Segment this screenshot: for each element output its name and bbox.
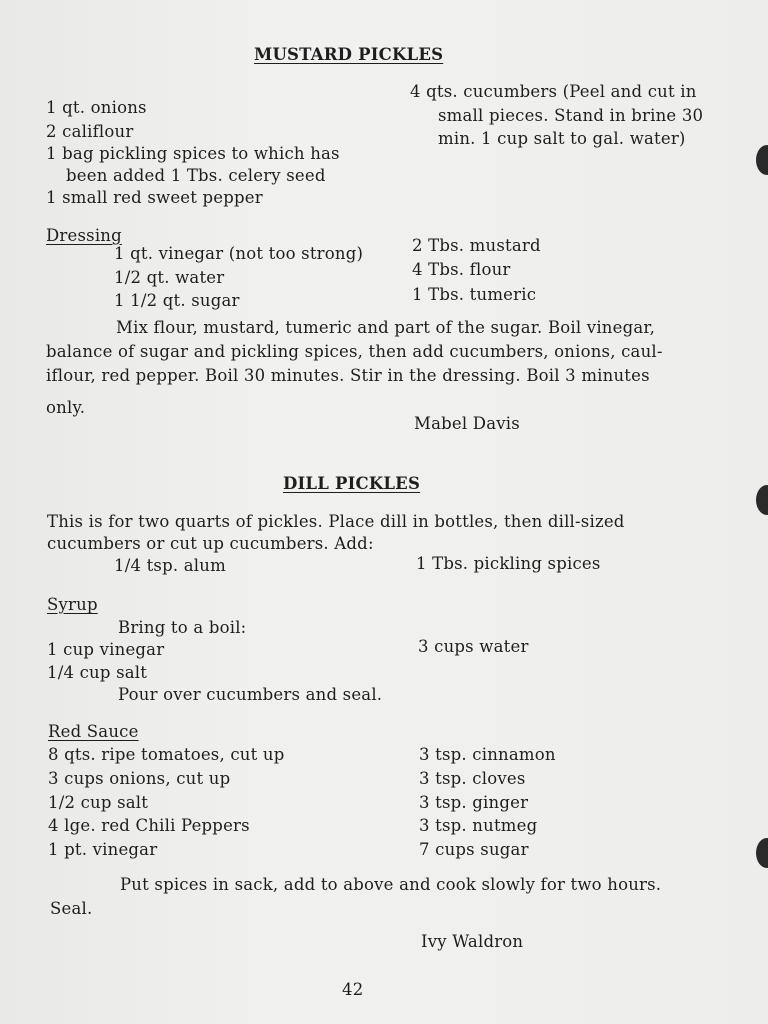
ingredient-line: 1 small red sweet pepper: [46, 188, 263, 207]
ingredient-line: 1/4 tsp. alum: [114, 556, 226, 575]
instruction-line: Seal.: [50, 899, 93, 918]
recipe-author: Ivy Waldron: [421, 932, 524, 951]
red-sauce-heading: Red Sauce: [48, 722, 139, 741]
ingredient-line: 1/2 cup salt: [48, 793, 149, 812]
dill-pickles-title: DILL PICKLES: [283, 474, 421, 493]
ingredient-line: min. 1 cup salt to gal. water): [438, 129, 686, 148]
binder-hole: [756, 838, 768, 868]
binder-hole: [756, 485, 768, 515]
instruction-line: Put spices in sack, add to above and cook slowly for two hours.: [120, 875, 662, 894]
ingredient-line: 4 lge. red Chili Peppers: [48, 816, 250, 835]
ingredient-line: 2 califlour: [46, 122, 134, 141]
ingredient-line: 1 Tbs. pickling spices: [416, 554, 601, 573]
binder-hole: [756, 145, 768, 175]
ingredient-line: 3 cups onions, cut up: [48, 769, 231, 788]
dressing-ingredient: 1 Tbs. tumeric: [412, 285, 537, 304]
intro-line: This is for two quarts of pickles. Place dill in bottles, then dill-sized: [47, 512, 625, 531]
dressing-ingredient: 1 1/2 qt. sugar: [114, 291, 240, 310]
dressing-ingredient: 1/2 qt. water: [114, 268, 225, 287]
ingredient-line: 7 cups sugar: [419, 840, 529, 859]
dressing-heading: Dressing: [46, 226, 122, 245]
ingredient-line: been added 1 Tbs. celery seed: [66, 166, 326, 185]
mustard-pickles-title: MUSTARD PICKLES: [254, 45, 444, 64]
syrup-ingredient: 3 cups water: [418, 637, 529, 656]
ingredient-line: 1 qt. onions: [46, 98, 147, 117]
ingredient-line: 3 tsp. cinnamon: [419, 745, 556, 764]
dressing-ingredient: 2 Tbs. mustard: [412, 236, 541, 255]
syrup-ingredient: 1 cup vinegar: [47, 640, 165, 659]
intro-line: cucumbers or cut up cucumbers. Add:: [47, 534, 374, 553]
ingredient-line: 1 bag pickling spices to which has: [46, 144, 340, 163]
page-number: 42: [342, 980, 364, 999]
syrup-instruction: Pour over cucumbers and seal.: [118, 685, 383, 704]
recipe-author: Mabel Davis: [414, 414, 520, 433]
dressing-ingredient: 4 Tbs. flour: [412, 260, 511, 279]
ingredient-line: 3 tsp. cloves: [419, 769, 526, 788]
instruction-line: balance of sugar and pickling spices, then add cucumbers, onions, caul-: [46, 342, 663, 361]
ingredient-line: small pieces. Stand in brine 30: [438, 106, 704, 125]
ingredient-line: 3 tsp. ginger: [419, 793, 529, 812]
syrup-heading: Syrup: [47, 595, 98, 614]
dressing-ingredient: 1 qt. vinegar (not too strong): [114, 244, 364, 263]
ingredient-line: 4 qts. cucumbers (Peel and cut in: [410, 82, 697, 101]
instruction-line: Mix flour, mustard, tumeric and part of the sugar. Boil vinegar,: [116, 318, 656, 337]
instruction-line: iflour, red pepper. Boil 30 minutes. Stir in the dressing. Boil 3 minutes: [46, 366, 650, 385]
syrup-ingredient: 1/4 cup salt: [47, 663, 148, 682]
syrup-instruction: Bring to a boil:: [118, 618, 247, 637]
ingredient-line: 3 tsp. nutmeg: [419, 816, 538, 835]
ingredient-line: 1 pt. vinegar: [48, 840, 158, 859]
instruction-line: only.: [46, 398, 86, 417]
ingredient-line: 8 qts. ripe tomatoes, cut up: [48, 745, 285, 764]
